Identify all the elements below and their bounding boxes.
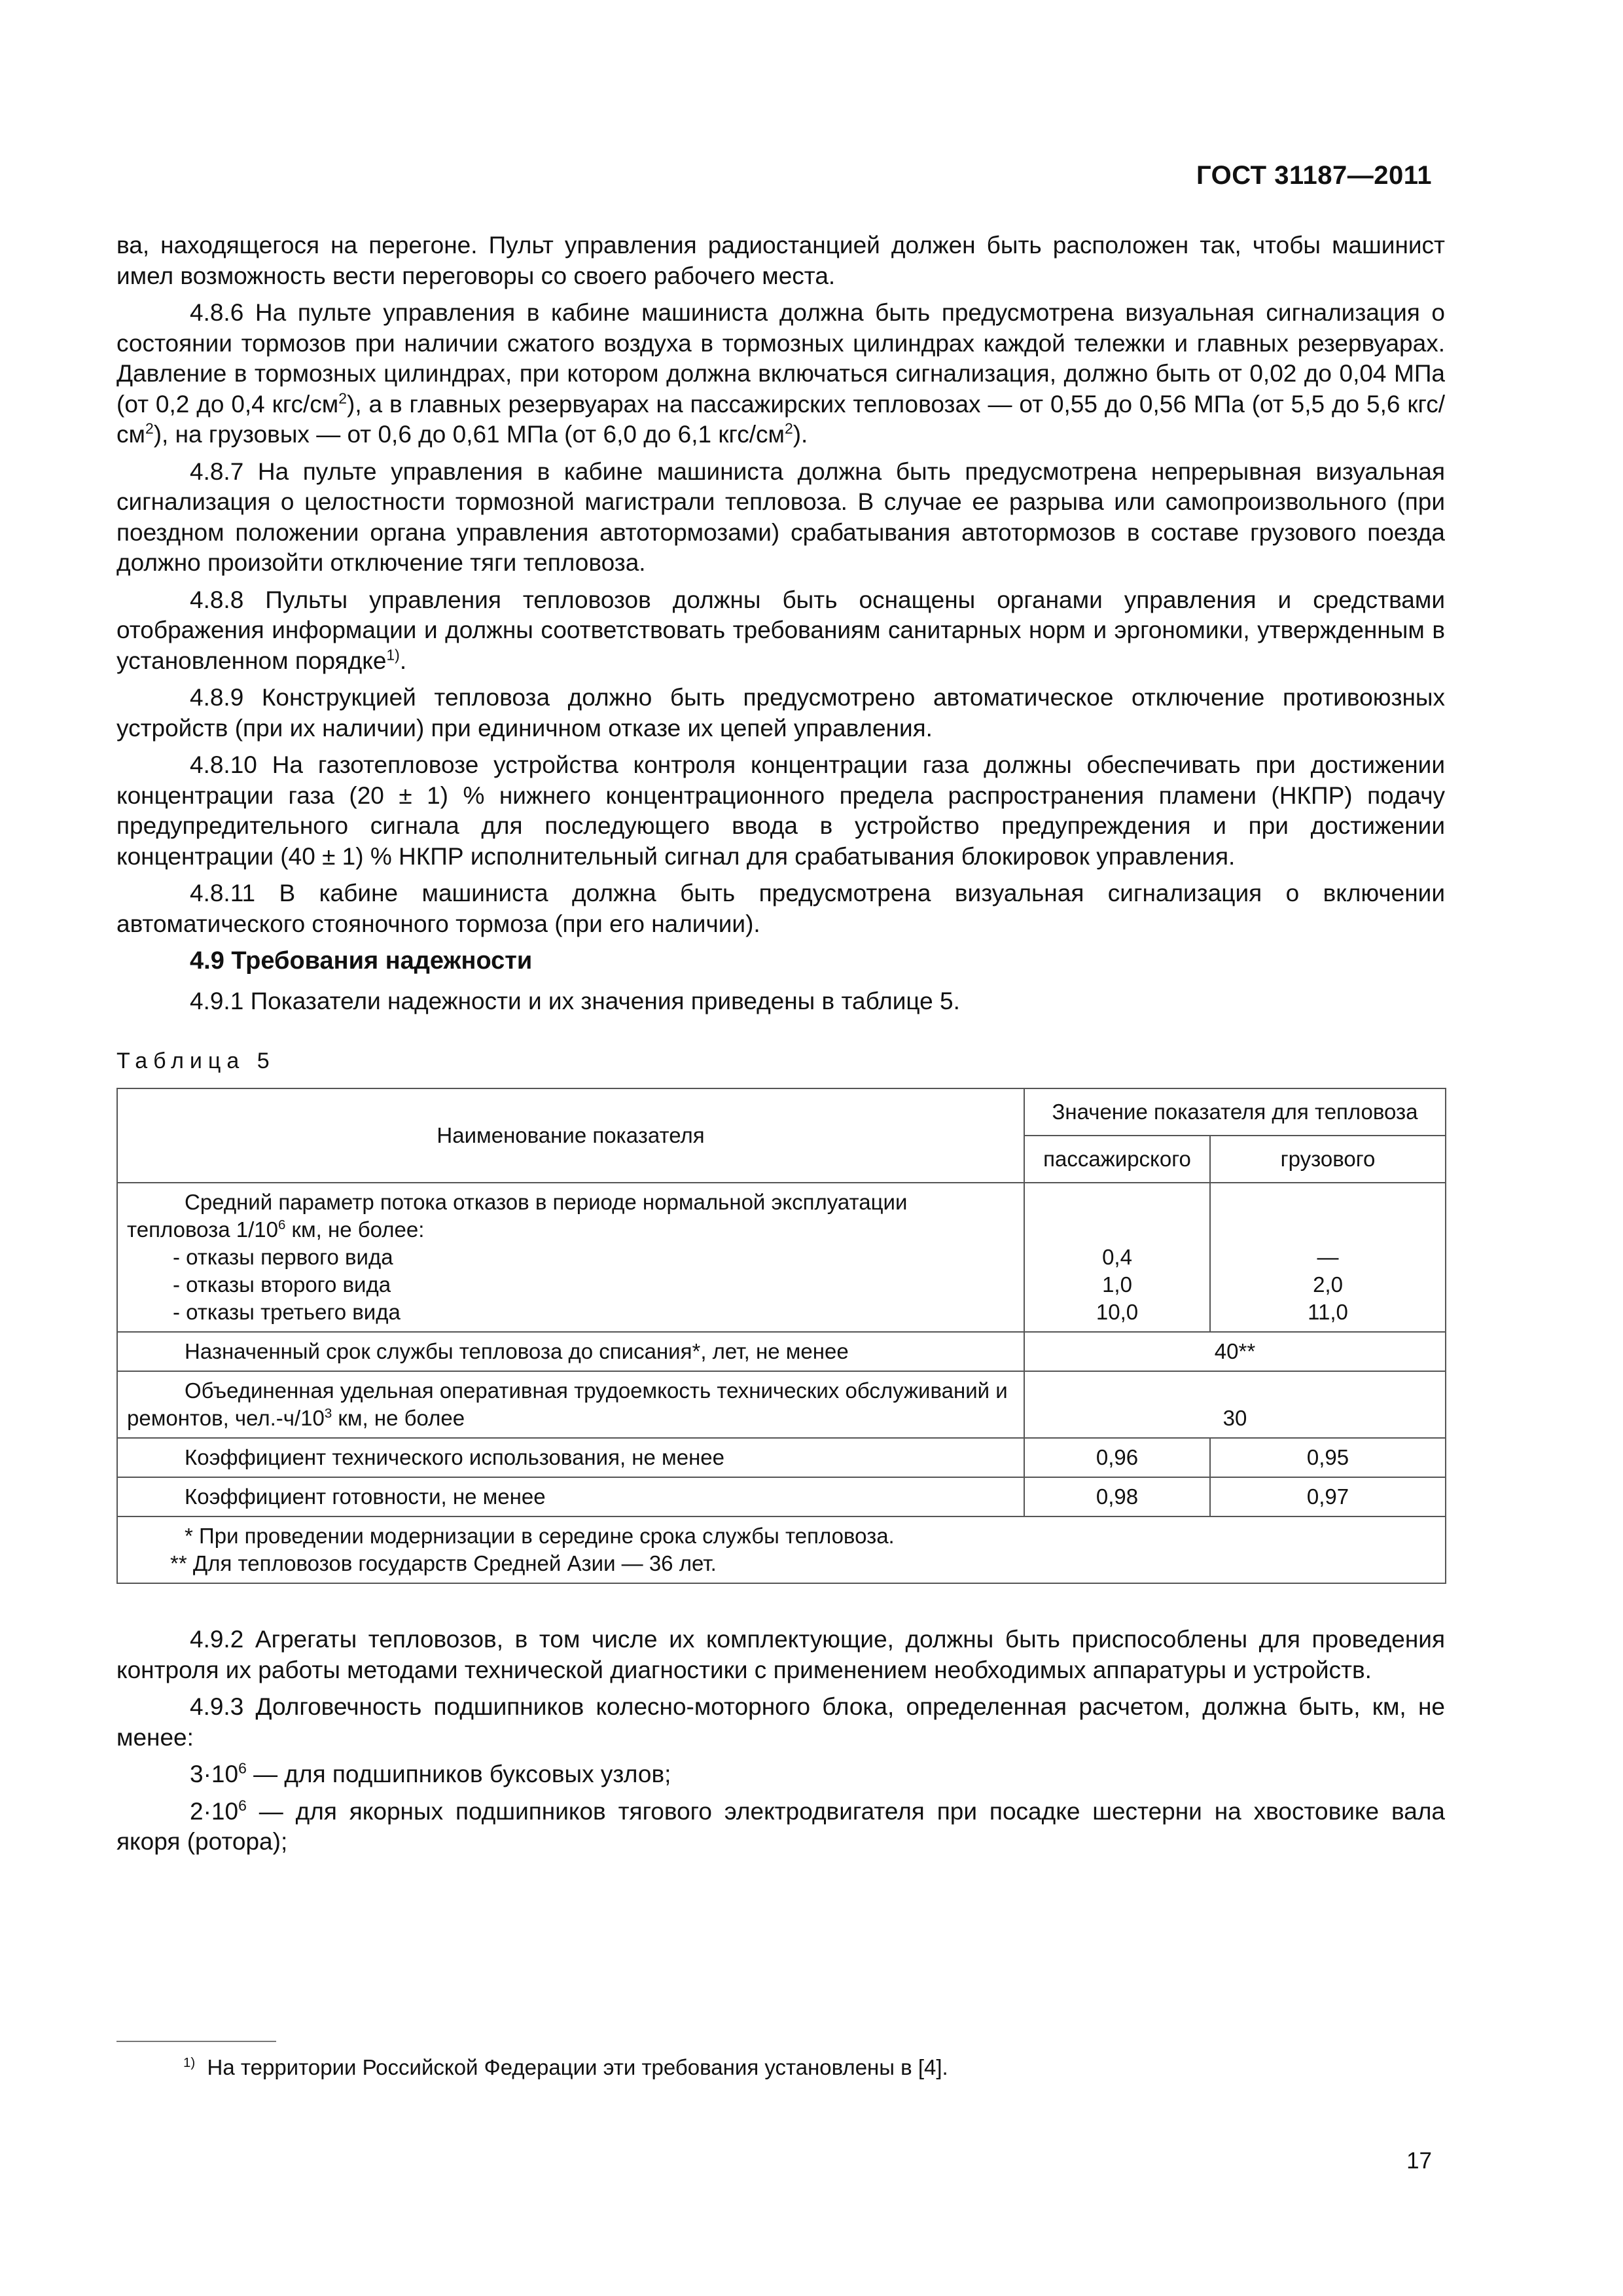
row-failure-flow-name: Средний параметр потока отказов в периоде нормальной эксплуатации тепловоза $1/10^6$ км, не более: - отказы первого вида - отказы второго вида - отказы третьего вида (117, 1183, 1024, 1332)
paragraph-4-8-6: 4.8.6 На пульте управления в кабине машиниста должна быть предусмотрена визуальная сигнализация о состоянии тормозов при наличии сжатого воздуха в тормозных цилиндрах каждой тележки и главных резервуарах. Давление в тормозных цилиндрах, при котором должна включаться сигнализация, должно быть от 0,02 до 0,04 МПа (от 0,2 до 0,4 кгс/$см^2$), а в главных резервуарах на пассажирских тепловозах — от 0,55 до 0,56 МПа (от 5,5 до 5,6 кгс/$см^2$), на грузовых — от 0,6 до 0,61 МПа (от 6,0 до 6,1 кгс/$см^2$). (116, 299, 1445, 448)
paragraph-continued: ва, находящегося на перегоне. Пульт управления радиостанцией должен быть расположен так, чтобы машинист имел возможность вести переговоры со своего рабочего места. (116, 232, 1445, 289)
column-header-freight: грузового (1210, 1136, 1446, 1183)
row-failure-flow-passenger: 0,4 1,0 10,0 (1024, 1183, 1210, 1332)
table-header-row (117, 1088, 1446, 1136)
paragraph-4-9-1: 4.9.1 Показатели надежности и их значения приведены в таблице 5. (190, 988, 960, 1014)
table-caption: Таблица 5 (116, 1048, 276, 1073)
row-service-life-name: Назначенный срок службы тепловоза до списания*, лет, не менее (117, 1332, 1024, 1371)
row-utilization-passenger: 0,96 (1024, 1438, 1210, 1477)
document-code: ГОСТ 31187—2011 (1196, 161, 1432, 190)
footnote-divider (116, 2041, 276, 2042)
row-labor-intensity-name: Объединенная удельная оперативная трудоемкость технических обслуживаний и ремонтов, $чел.-ч/10^3$ км, не более (117, 1371, 1024, 1438)
footnote-mark: 1) (183, 2055, 196, 2070)
table-row (117, 1371, 1446, 1438)
row-service-life-value: 40** (1024, 1332, 1446, 1371)
table-row (117, 1183, 1446, 1332)
table-notes: * При проведении модернизации в середине срока службы тепловоза. ** Для тепловозов государств Средней Азии — 36 лет. (117, 1516, 1446, 1583)
body-text (116, 230, 1445, 1864)
section-after-table (116, 1624, 1445, 1857)
row-utilization-name: Коэффициент технического использования, не менее (117, 1438, 1024, 1477)
list-item: $2\cdot 10^6$ — для якорных подшипников тягового электродвигателя при посадке шестерни на хвостовике вала якоря (ротора); (116, 1797, 1445, 1855)
row-labor-intensity-value: 30 (1024, 1371, 1446, 1438)
footnote-text: На территории Российской Федерации эти требования установлены в [4]. (207, 2055, 948, 2079)
paragraph-4-8-8: 4.8.8 Пульты управления тепловозов должны быть оснащены органами управления и средствами отображения информации и должны соответствовать требованиям санитарных норм и эргономики, утвержденным в установленном порядке$^{1)}$. (116, 586, 1445, 674)
table-notes-row (117, 1516, 1446, 1583)
page-number: 17 (1406, 2148, 1432, 2174)
column-header-value-group: Значение показателя для тепловоза (1024, 1088, 1446, 1136)
row-failure-flow-freight: — 2,0 11,0 (1210, 1183, 1446, 1332)
footnote (183, 2055, 948, 2080)
column-header-passenger: пассажирского (1024, 1136, 1210, 1183)
reliability-table (116, 1088, 1446, 1584)
table-row (117, 1438, 1446, 1477)
paragraph-4-8-7: 4.8.7 На пульте управления в кабине машиниста должна быть предусмотрена непрерывная визуальная сигнализация о целостности тормозной магистрали тепловоза. В случае ее разрыва или самопроизвольного (при поездном положении органа управления автотормозами) срабатывания автотормозов в составе грузового поезда должно произойти отключение тяги тепловоза. (116, 457, 1445, 576)
footnote-ref[interactable]: 1) (386, 646, 400, 664)
paragraph-4-8-9: 4.8.9 Конструкцией тепловоза должно быть предусмотрено автоматическое отключение противоюзных устройств (при их наличии) при единичном отказе их цепей управления. (116, 684, 1445, 742)
table-row (117, 1477, 1446, 1516)
list-item: $3\cdot 10^6$ — для подшипников буксовых узлов; (190, 1759, 671, 1787)
section-heading-4-9: 4.9 Требования надежности (190, 947, 533, 975)
row-readiness-freight: 0,97 (1210, 1477, 1446, 1516)
paragraph-4-8-10: 4.8.10 На газотепловозе устройства контроля концентрации газа должны обеспечивать при достижении концентрации газа (20 ± 1) % нижнего концентрационного предела распространения пламени (НКПР) подачу предупредительного сигнала для последующего ввода в устройство предупреждения и при достижении концентрации (40 ± 1) % НКПР исполнительный сигнал для срабатывания блокировок управления. (116, 751, 1445, 870)
table-row (117, 1332, 1446, 1371)
row-readiness-passenger: 0,98 (1024, 1477, 1210, 1516)
row-readiness-name: Коэффициент готовности, не менее (117, 1477, 1024, 1516)
paragraph-4-8-11: 4.8.11 В кабине машиниста должна быть предусмотрена визуальная сигнализация о включении автоматического стояночного тормоза (при его наличии). (116, 880, 1445, 937)
paragraph-4-9-3: 4.9.3 Долговечность подшипников колесно-моторного блока, определенная расчетом, должна быть, км, не менее: (116, 1693, 1445, 1751)
row-utilization-freight: 0,95 (1210, 1438, 1446, 1477)
paragraph-4-9-2: 4.9.2 Агрегаты тепловозов, в том числе их комплектующие, должны быть приспособлены для проведения контроля их работы методами технической диагностики с применением необходимых аппаратуры и устройств. (116, 1626, 1445, 1683)
column-header-name: Наименование показателя (117, 1088, 1024, 1183)
